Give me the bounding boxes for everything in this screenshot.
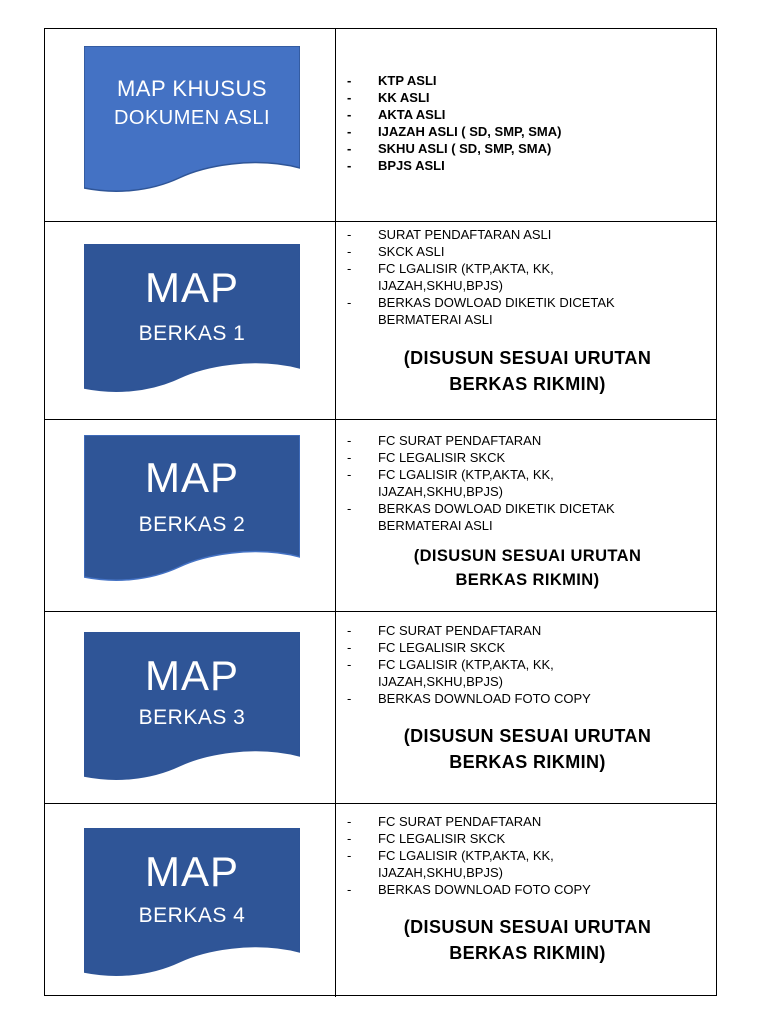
folder-title: MAP (144, 652, 239, 699)
requirements-list (347, 813, 708, 966)
list-item: - FC LGALISIR (KTP,AKTA, KK, IJAZAH,SKHU,BPJS) (347, 260, 708, 294)
list-item: - FC LEGALISIR SKCK (347, 449, 708, 466)
requirements-list (347, 226, 708, 397)
list-item: - BERKAS DOWNLOAD FOTO COPY (347, 881, 708, 898)
list-item: - SKHU ASLI ( SD, SMP, SMA) (347, 140, 708, 157)
list-item: - FC SURAT PENDAFTARAN (347, 813, 708, 830)
table-row (45, 804, 716, 997)
table-row (45, 222, 716, 420)
folder-label-berkas-3 (84, 632, 300, 782)
folder-label-berkas-1 (84, 244, 300, 394)
folder-subtitle: BERKAS 2 (138, 513, 246, 536)
column-divider (335, 222, 336, 419)
requirements-list (347, 432, 708, 592)
requirements-list (347, 622, 708, 775)
folder-title: MAP (144, 848, 239, 895)
list-item: - FC SURAT PENDAFTARAN (347, 622, 708, 639)
folder-label-berkas-4 (84, 828, 300, 978)
table-row (45, 612, 716, 804)
list-item: - AKTA ASLI (347, 106, 708, 123)
folder-label-berkas-2 (84, 435, 300, 583)
list-item: - KK ASLI (347, 89, 708, 106)
document-table (44, 28, 717, 996)
folder-subtitle: BERKAS 1 (138, 322, 246, 345)
list-item: - BERKAS DOWNLOAD FOTO COPY (347, 690, 708, 707)
folder-title: MAP (144, 454, 239, 501)
list-item: - BPJS ASLI (347, 157, 708, 174)
table-row (45, 420, 716, 612)
list-item: - FC LEGALISIR SKCK (347, 830, 708, 847)
folder-title: MAP (144, 264, 239, 311)
list-item: - FC LGALISIR (KTP,AKTA, KK, IJAZAH,SKHU,BPJS) (347, 466, 708, 500)
folder-title: MAP KHUSUS (116, 76, 268, 101)
arrangement-note: (DISUSUN SESUAI URUTAN BERKAS RIKMIN) (413, 547, 642, 589)
column-divider (335, 612, 336, 803)
list-item: - SURAT PENDAFTARAN ASLI (347, 226, 708, 243)
list-item: - FC SURAT PENDAFTARAN (347, 432, 708, 449)
table-row (45, 29, 716, 222)
column-divider (335, 804, 336, 997)
list-item: - KTP ASLI (347, 72, 708, 89)
column-divider (335, 420, 336, 611)
folder-label-map-khusus (84, 46, 300, 194)
folder-subtitle: DOKUMEN ASLI (113, 107, 271, 129)
requirements-list (347, 72, 708, 174)
list-item: - SKCK ASLI (347, 243, 708, 260)
arrangement-note: (DISUSUN SESUAI URUTAN BERKAS RIKMIN) (403, 917, 652, 963)
arrangement-note: (DISUSUN SESUAI URUTAN BERKAS RIKMIN) (403, 348, 652, 394)
list-item: - BERKAS DOWLOAD DIKETIK DICETAK BERMATERAI ASLI (347, 294, 708, 328)
folder-subtitle: BERKAS 3 (138, 706, 246, 729)
column-divider (335, 29, 336, 221)
arrangement-note: (DISUSUN SESUAI URUTAN BERKAS RIKMIN) (403, 726, 652, 772)
list-item: - FC LEGALISIR SKCK (347, 639, 708, 656)
list-item: - IJAZAH ASLI ( SD, SMP, SMA) (347, 123, 708, 140)
list-item: - FC LGALISIR (KTP,AKTA, KK, IJAZAH,SKHU,BPJS) (347, 847, 708, 881)
folder-subtitle: BERKAS 4 (138, 904, 246, 927)
list-item: - FC LGALISIR (KTP,AKTA, KK, IJAZAH,SKHU,BPJS) (347, 656, 708, 690)
list-item: - BERKAS DOWLOAD DIKETIK DICETAK BERMATERAI ASLI (347, 500, 708, 534)
